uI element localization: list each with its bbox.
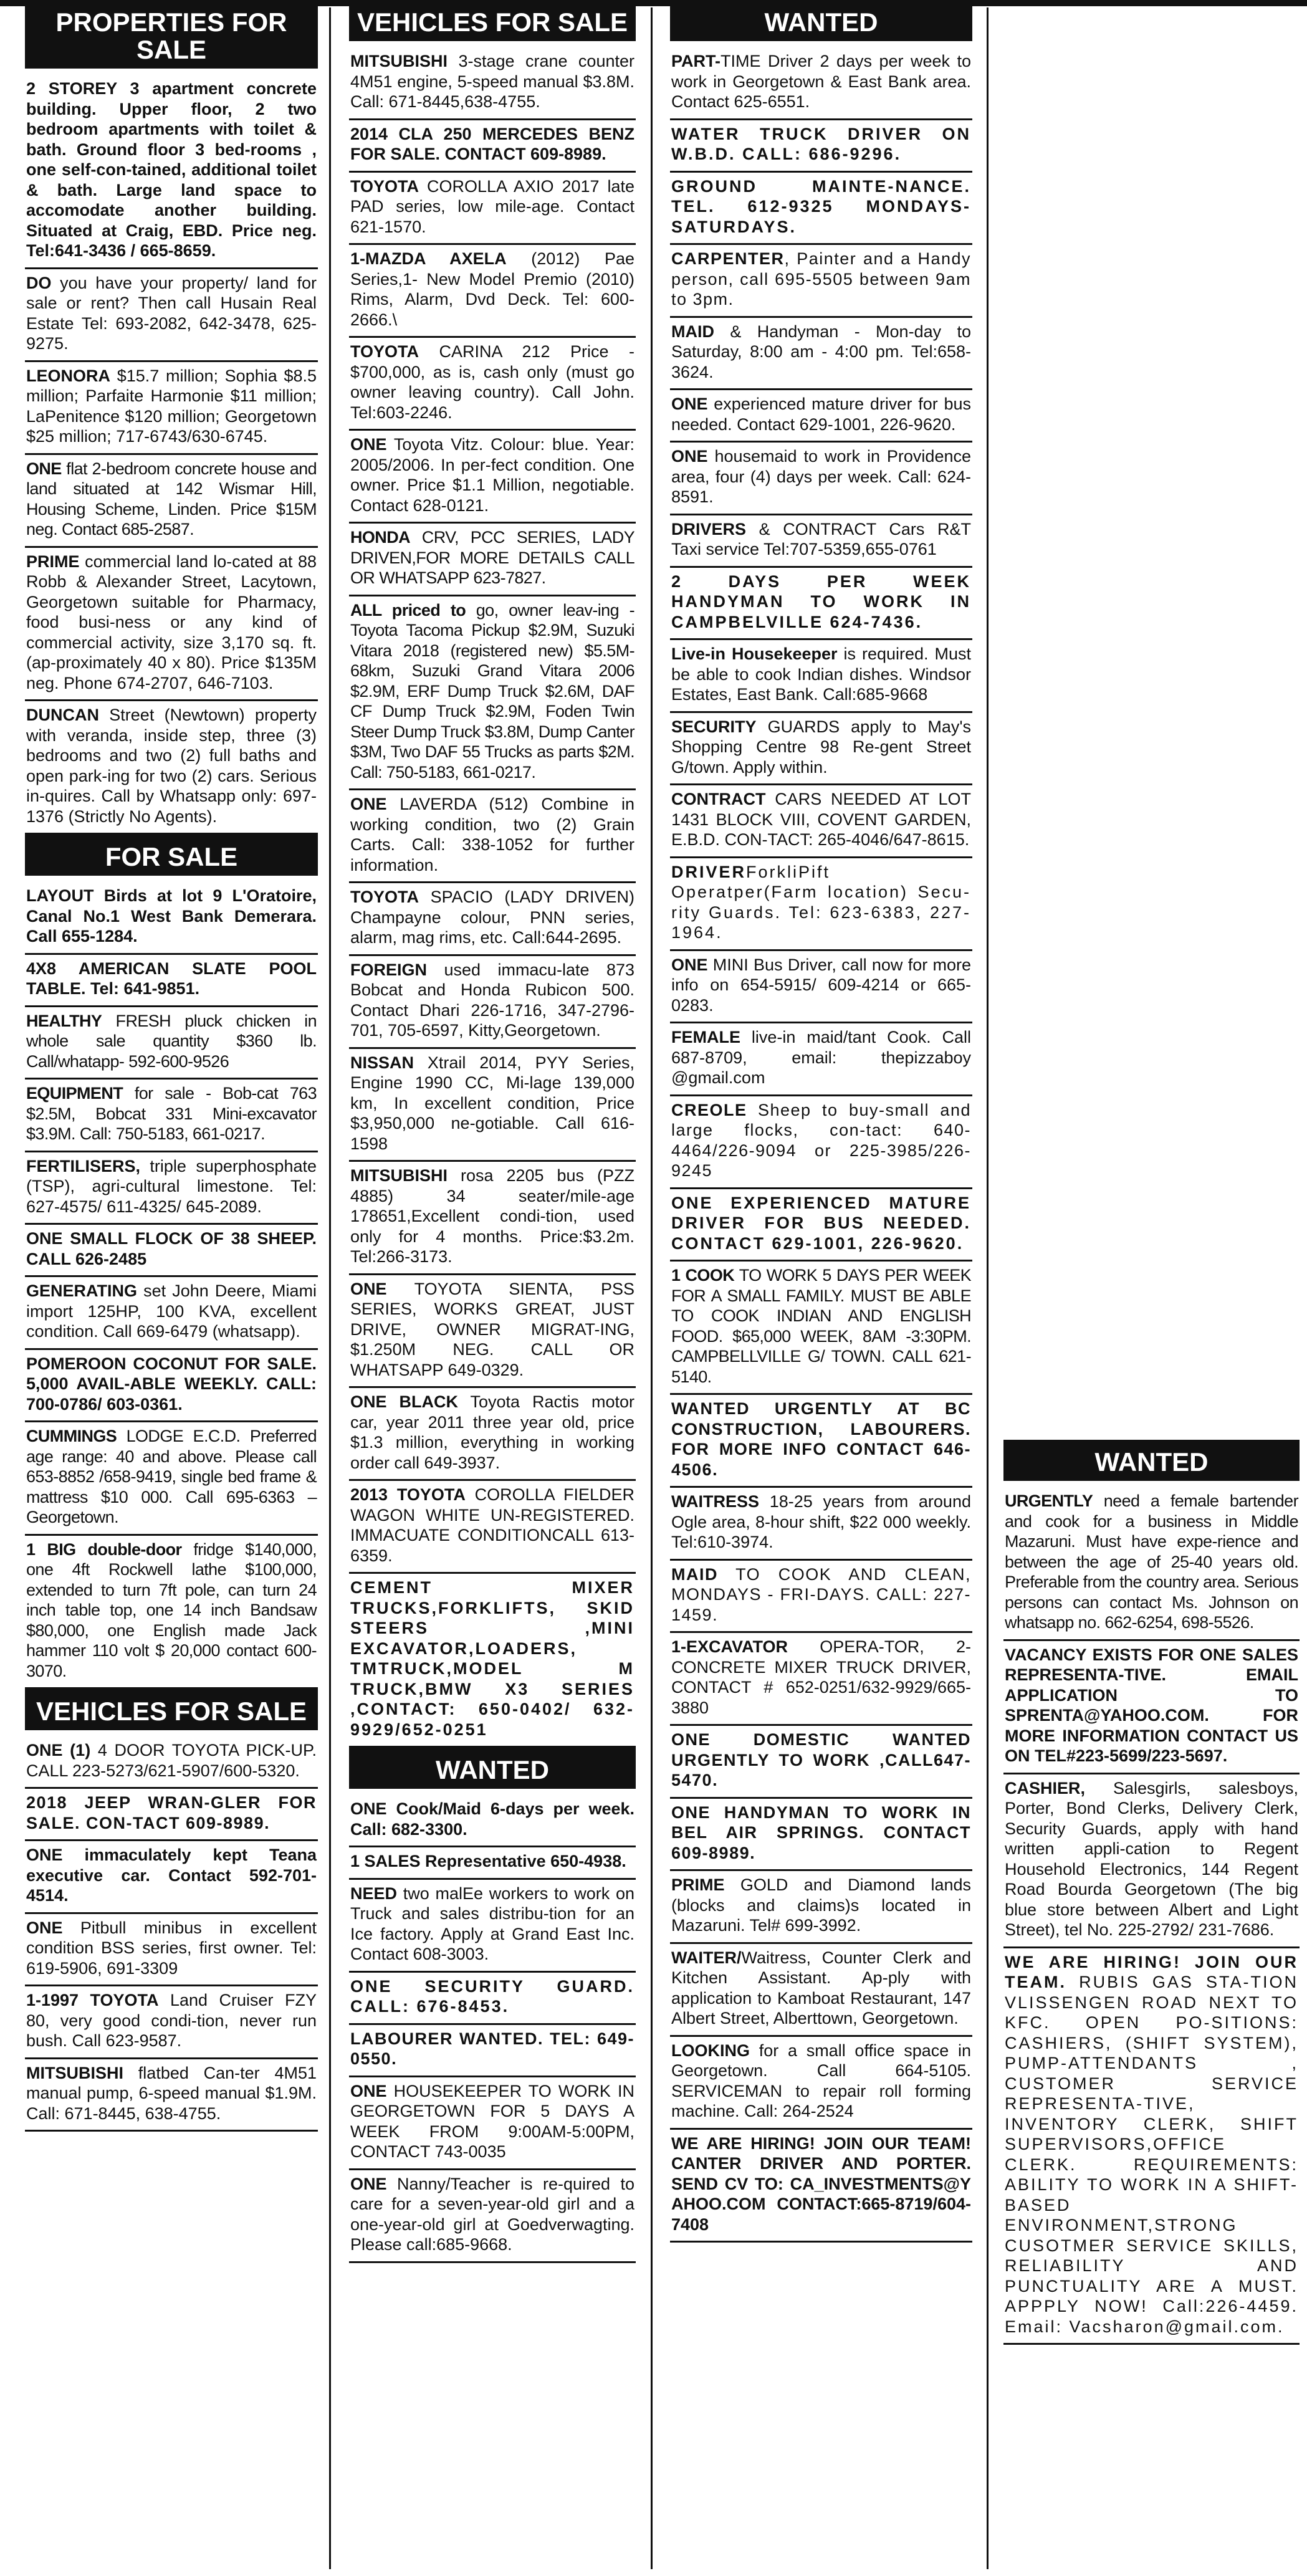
ad-lead-text: CASHIER, (1005, 1778, 1086, 1798)
ad-lead-text: ONE (671, 447, 708, 466)
ad-body-text: FRESH pluck chicken in whole sale quantity $360 lb. Call/whatapp- 592-600-9526 (26, 1011, 317, 1071)
ad-lead-text: PRIME (671, 1875, 725, 1894)
ad-body-text: ONE SMALL FLOCK OF 38 SHEEP. CALL 626-2485 (26, 1229, 317, 1268)
classified-ad (670, 2037, 972, 2130)
ad-lead-text: TOYOTA (350, 888, 419, 906)
ad-body-text: Toyota Ractis motor car, year 2011 three year old, price $1.3 million, everything in working order call 649-3937. (350, 1392, 634, 1472)
section-heading: WANTED (349, 1748, 636, 1789)
ad-body-text: GROUND MAINTE-NANCE. TEL. 612-9325 MONDAYS-SATURDAYS. (671, 176, 971, 236)
ad-lead-text: ALL priced to (350, 600, 466, 620)
classified-ad (25, 1536, 318, 1690)
ad-body-text: 2014 CLA 250 MERCEDES BENZ FOR SALE. CONTACT 609-8989. (350, 124, 634, 163)
classified-ad (1003, 1487, 1300, 1641)
ad-body-text: commercial land lo-cated at 88 Robb & Alexander Street, Lacytown, Georgetown suitable for Pharmacy, food busi-ness or any kind of commercial activity, size 3,170 sq. ft. (ap-proximately 40 x 80). Price $135M neg. Phone 674-2707, 646-7103. (26, 552, 317, 692)
ad-body-text: CARINA 212 Price - $700,000, as is, cash only (must go owner leaving country). Call John. Tel:603-2246. (350, 342, 634, 422)
column-divider (651, 7, 653, 2569)
ad-lead-text: Live-in Housekeeper (671, 644, 838, 663)
ad-lead-text: WE ARE HIRING! JOIN OUR TEAM. (1005, 1952, 1298, 1991)
classified-ad (349, 790, 636, 883)
ad-body-text: 4 DOOR TOYOTA PICK-UP. CALL 223-5273/621-5907/600-5320. (26, 1741, 317, 1780)
ad-lead-text: DUNCAN (26, 706, 99, 724)
ad-body-text: set John Deere, Miami import 125HP, 100 KVA, excellent condition. Call 669-6479 (whatsapp). (26, 1281, 317, 1341)
ad-body-text: GOLD and Diamond lands (blocks and claims)s located in Mazaruni. Tel# 699-3992. (671, 1875, 971, 1935)
ad-lead-text: MAID (671, 322, 714, 341)
classified-ad (670, 515, 972, 568)
classified-ad (670, 390, 972, 443)
ad-body-text: Waitress, Counter Clerk and Kitchen Assistant. Ap-ply with application to Kamboat Restaurant, 147 Albert Street, Alberttown, Georgetown. (671, 1948, 971, 2028)
ad-body-text: Salesgirls, salesboys, Porter, Bond Clerks, Delivery Clerk, Security Guards, apply with hand written appli-cation to Regent Household Electronics, 144 Regent Road Bourda Georgetown (The big blue store between Albert and Light Street), tel No. 225-2792/ 231-7686. (1005, 1778, 1298, 1939)
ad-lead-text: GENERATING (26, 1281, 138, 1300)
ad-body-text: 4X8 AMERICAN SLATE POOL TABLE. Tel: 641-9851. (26, 959, 317, 998)
classified-ad (25, 1841, 318, 1914)
ad-body-text: go, owner leav-ing - Toyota Tacoma Pickup $2.9M, Suzuki Vitara 2018 (registered new) $5.5M-68km, Suzuki Grand Vitara 2006 $2.9M, ERF Dump Truck $2.6M, DAF CF Dump Truck $2.9M, Foden Twin Steer Dump Truck $3.8M, Dump Canter $3M, Two DAF 55 Trucks as parts $2M. Call: 750-5183, 661-0217. (350, 600, 634, 782)
ad-lead-text: FEMALE (671, 1028, 740, 1046)
classified-ad (670, 1633, 972, 1726)
classified-ad (670, 640, 972, 713)
ad-body-text: LAYOUT Birds at lot 9 L'Oratoire, Canal No.1 West Bank Demerara. Call 655-1284. (26, 886, 317, 946)
ad-body-text: fridge $140,000, one 4ft Rockwell lathe $100,000, extended to turn 7ft pole, can turn 24 inch table top, one 14 inch Bandsaw $80,000, one English made Jack hammer 110 volt $ 20,000 contact 600-3070. (26, 1539, 317, 1680)
ad-lead-text: TOYOTA (350, 342, 419, 361)
ad-body-text: HOUSEKEEPER TO WORK IN GEORGETOWN FOR 5 DAYS A WEEK FROM 9:00AM-5:00PM, CONTACT 743-0035 (350, 2081, 634, 2161)
classified-ad (25, 1914, 318, 1987)
classified-ad (25, 1007, 318, 1080)
ad-lead-text: WAITER/ (671, 1948, 742, 1967)
ad-lead-text: MAID (671, 1564, 718, 1584)
classified-ad (349, 245, 636, 338)
ad-lead-text: LOOKING (671, 2041, 750, 2060)
classified-ad (1003, 1641, 1300, 1774)
classified-ad (349, 1481, 636, 1574)
classified-ad (349, 2170, 636, 2263)
ad-body-text: CEMENT MIXER TRUCKS,FORKLIFTS, SKID STEERS ,MINI EXCAVATOR,LOADERS, TMTRUCK,MODEL M TRUCK,BMW X3 SERIES ,CONTACT: 650-0402/ 632-9929/652-0251 (350, 1578, 634, 1739)
classified-ad (670, 568, 972, 641)
classified-ad (670, 858, 972, 951)
ad-lead-text: DRIVER (671, 862, 747, 881)
ad-lead-text: ONE (26, 459, 62, 478)
ad-body-text: two malEe workers to work on Truck and sales distribu-tion for an Ice factory. Apply at Grand East Inc. Contact 608-3003. (350, 1884, 634, 1963)
ad-body-text: , Painter and a Handy person, call 695-5505 between 9am to 3pm. (671, 249, 971, 309)
ad-lead-text: 1-EXCAVATOR (671, 1637, 788, 1656)
classified-ad (670, 2130, 972, 2243)
classified-ad (25, 1986, 318, 2059)
ad-lead-text: LEONORA (26, 366, 110, 385)
classified-ad (670, 1262, 972, 1395)
ad-lead-text: NEED (350, 1884, 398, 1903)
ad-lead-text: DO (26, 273, 52, 292)
ad-lead-text: ONE (350, 795, 387, 813)
classified-ad (349, 431, 636, 524)
ad-body-text: 2 DAYS PER WEEK HANDYMAN TO WORK IN CAMPBELVILLE 624-7436. (671, 572, 971, 631)
ad-lead-text: ONE (350, 435, 387, 454)
classified-ad (349, 1049, 636, 1162)
ad-lead-text: NISSAN (350, 1053, 414, 1072)
section-heading: WANTED (670, 0, 972, 41)
ad-body-text: for a small office space in Georgetown. Call 664-5105. SERVICEMAN to repair roll forming machine. Call: 264-2524 (671, 2041, 971, 2120)
ad-body-text: ONE EXPERIENCED MATURE DRIVER FOR BUS NEEDED. CONTACT 629-1001, 226-9620. (671, 1193, 971, 1253)
ad-body-text: MINI Bus Driver, call now for more info on 654-5915/ 609-4214 or 665-0283. (671, 955, 971, 1015)
classified-ad (25, 1277, 318, 1350)
classified-ad (25, 955, 318, 1007)
classified-ad (349, 2077, 636, 2170)
ad-body-text: experienced mature driver for bus needed. Contact 629-1001, 226-9620. (671, 395, 971, 434)
ad-lead-text: DRIVERS (671, 519, 747, 539)
ad-body-text: WATER TRUCK DRIVER ON W.B.D. CALL: 686-9296. (671, 124, 971, 163)
classified-ad (670, 173, 972, 246)
ad-body-text: CRV, PCC SERIES, LADY DRIVEN,FOR MORE DETAILS CALL OR WHATSAPP 623-7827. (350, 528, 634, 587)
ad-lead-text: MITSUBISHI (350, 1166, 448, 1185)
ad-body-text: TOYOTA SIENTA, PSS SERIES, WORKS GREAT, JUST DRIVE, OWNER MIGRAT-ING, $1.250M NEG. CALL OR WHATSAPP 649-0329. (350, 1279, 634, 1379)
ad-lead-text: 1-MAZDA AXELA (350, 249, 507, 268)
ad-body-text: flat 2-bedroom concrete house and land situated at 142 Wismar Hill, Housing Scheme, Linden. Price $15M neg. Contact 685-2587. (26, 459, 317, 539)
classified-ad (670, 785, 972, 858)
ad-body-text: housemaid to work in Providence area, four (4) days per week. Call: 624-8591. (671, 447, 971, 506)
ad-lead-text: ONE (350, 2174, 387, 2193)
blank-space (1003, 0, 1300, 1440)
column-1 (25, 0, 318, 2576)
ad-body-text: TO COOK AND CLEAN, MONDAYS - FRI-DAYS. CALL: 227-1459. (671, 1564, 971, 1624)
ad-body-text: 2 STOREY 3 apartment concrete building. Upper floor, 2 two bedroom apartments with toilet & bath. Ground floor 3 bed-rooms , one self-con-tained, additional toilet & bath. Large land space to accomodate another building. Situated at Craig, EBD. Price neg. Tel:641-3436 / 665-8659. (26, 79, 317, 260)
ad-body-text: LABOURER WANTED. TEL: 649-0550. (350, 2029, 634, 2068)
ad-lead-text: URGENTLY (1005, 1491, 1093, 1510)
classified-ad (25, 75, 318, 269)
ad-body-text: Sheep to buy-small and large flocks, con-tact: 640-4464/226-9094 or 225-3985/226-9245 (671, 1100, 971, 1180)
ad-lead-text: ONE (671, 955, 708, 974)
classified-ad (349, 1574, 636, 1748)
classified-ad (670, 318, 972, 391)
ad-lead-text: FERTILISERS, (26, 1156, 141, 1175)
ad-body-text: TIME Driver 2 days per week to work in Georgetown & East Bank area. Contact 625-6551. (671, 52, 971, 111)
ad-lead-text: CREOLE (671, 1100, 747, 1119)
classified-ad (25, 1422, 318, 1536)
classified-ad (349, 596, 636, 791)
section-heading: VEHICLES FOR SALE (349, 0, 636, 41)
ad-lead-text: PART- (671, 52, 721, 70)
ad-lead-text: 1-1997 TOYOTA (26, 1991, 159, 2009)
classified-ad (349, 1880, 636, 1973)
column-2 (349, 0, 636, 2576)
classified-ad (25, 1080, 318, 1152)
classified-ad (670, 245, 972, 318)
ad-body-text: you have your property/ land for sale or rent? Then call Husain Real Estate Tel: 693-2082, 642-3478, 625-9275. (26, 273, 317, 353)
ad-body-text: ONE DOMESTIC WANTED URGENTLY TO WORK ,CALL647-5470. (671, 1730, 971, 1789)
classified-ad (670, 951, 972, 1024)
section-heading: VEHICLES FOR SALE (25, 1689, 318, 1730)
ad-body-text: triple superphosphate (TSP), agri-cultural limestone. Tel: 627-4575/ 611-4325/ 645-2089. (26, 1156, 317, 1216)
ad-body-text: WANTED URGENTLY AT BC CONSTRUCTION, LABOURERS. FOR MORE INFO CONTACT 646-4506. (671, 1399, 971, 1479)
section-heading: FOR SALE (25, 835, 318, 876)
classified-ad (670, 443, 972, 515)
classified-ad (670, 1189, 972, 1262)
ad-lead-text: 1 COOK (671, 1266, 735, 1285)
classified-ad (349, 1162, 636, 1275)
ad-body-text: $15.7 million; Sophia $8.5 million; Parfaite Harmonie $11 million; LaPenitence $120 million; Georgetown $25 million; 717-6743/630-6745. (26, 366, 317, 446)
ad-lead-text: EQUIPMENT (26, 1084, 123, 1103)
ad-lead-text: ONE BLACK (350, 1392, 458, 1411)
ad-body-text: Street (Newtown) property with veranda, inside step, three (3) bedrooms and two (2) full baths and open park-ing for two (2) cars. Serious in-quires. Call by Whatsapp only: 697-1376 (Strictly No Agents). (26, 706, 317, 826)
ad-body-text: COROLLA FIELDER WAGON WHITE UN-REGISTERED. IMMACUATE CONDITIONCALL 613-6359. (350, 1485, 634, 1565)
classified-ad (670, 47, 972, 120)
ad-body-text: RUBIS GAS STA-TION VLISSENGEN ROAD NEXT TO KFC. OPEN PO-SITIONS: CASHIERS, (SHIFT SYSTEM), PUMP-ATTENDANTS , CUSTOMER SERVICE REPRESENTA-TIVE, INVENTORY CLERK, SHIFT SUPERVISORS,OFFICE CLERK. REQUIREMENTS: ABILITY TO WORK IN A SHIFT-BASED ENVIRONMENT,STRONG CUSOTMER SERVICE SKILLS, RELIABILITY AND PUNCTUALITY ARE A MUST. APPPLY NOW! Call:226-4459. Email: Vacsharon@gmail.com. (1005, 1973, 1298, 2336)
column-divider (987, 7, 989, 2569)
ad-body-text: POMEROON COCONUT FOR SALE. 5,000 AVAIL-ABLE WEEKLY. CALL: 700-0786/ 603-0361. (26, 1354, 317, 1414)
ad-lead-text: ONE (671, 395, 708, 413)
ad-body-text: LAVERDA (512) Combine in working condition, two (2) Grain Carts. Call: 338-1052 for further information. (350, 795, 634, 874)
ad-body-text: COROLLA AXIO 2017 late PAD series, low mile-age. Contact 621-1570. (350, 176, 634, 236)
classified-ad (349, 956, 636, 1049)
ad-body-text: & CONTRACT Cars R&T Taxi service Tel:707-5359,655-0761 (671, 519, 971, 558)
classified-ad (25, 1350, 318, 1423)
classified-ad (1003, 1774, 1300, 1948)
ad-lead-text: ONE (1) (26, 1741, 91, 1760)
ad-body-text: Xtrail 2014, PYY Series, Engine 1990 CC, Mi-lage 139,000 km, In excellent condition, Price $3,950,000 ne-gotiable. Call 616-1598 (350, 1053, 634, 1153)
ad-lead-text: CARPENTER (671, 249, 785, 268)
classified-ad (349, 338, 636, 431)
ad-lead-text: TOYOTA (350, 176, 419, 196)
classified-ad (25, 2059, 318, 2132)
ad-body-text: ONE SECURITY GUARD. CALL: 676-8453. (350, 1976, 634, 2016)
classified-ad (349, 883, 636, 956)
classified-ad (25, 1225, 318, 1277)
ad-body-text: 3-stage crane counter 4M51 engine, 5-speed manual $3.8M. Call: 671-8445,638-4755. (350, 52, 634, 111)
classified-ad (25, 882, 318, 955)
classified-ad (670, 1726, 972, 1799)
ad-body-text: TO WORK 5 DAYS PER WEEK FOR A SMALL FAMILY. MUST BE ABLE TO COOK INDIAN AND ENGLISH FOOD. $65,000 WEEK, 8AM -3:30PM. CAMPBELLVILLE G/ TOWN. CALL 621-5140. (671, 1266, 972, 1386)
ad-body-text: 18-25 years from around Ogle area, 8-hour shift, $22 000 weekly. Tel:610-3974. (671, 1492, 971, 1551)
classified-ad (349, 524, 636, 596)
classified-ad (349, 1275, 636, 1389)
classified-ad (25, 548, 318, 702)
ad-lead-text: SECURITY (671, 717, 757, 736)
ad-body-text: SPACIO (LADY DRIVEN) Champayne colour, PNN series, alarm, mag rims, etc. Call:644-2695. (350, 888, 634, 947)
ad-lead-text: FOREIGN (350, 960, 428, 979)
classified-ad (349, 120, 636, 173)
classified-ad (670, 1023, 972, 1096)
ad-body-text: WE ARE HIRING! JOIN OUR TEAM! CANTER DRIVER AND PORTER. SEND CV TO: CA_INVESTMENTS@Y AHOO.COM CONTACT:665-8719/604-7408 (671, 2133, 971, 2234)
classified-ad (670, 1395, 972, 1488)
ad-lead-text: 2013 TOYOTA (350, 1485, 466, 1504)
classified-ad (25, 1152, 318, 1225)
ad-body-text: VACANCY EXISTS FOR ONE SALES REPRESENTA-TIVE. EMAIL APPLICATION TO SPRENTA@YAHOO.COM. FOR MORE INFORMATION CONTACT US ON TEL#223-5699/223-5697. (1005, 1645, 1298, 1765)
classified-ad (349, 1973, 636, 2025)
ad-body-text: live-in maid/tant Cook. Call 687-8709, email: thepizzaboy @gmail.com (671, 1028, 971, 1087)
ad-body-text: for sale - Bob-cat 763 $2.5M, Bobcat 331 Mini-excavator $3.9M. Call: 750-5183, 661-0217. (26, 1084, 317, 1143)
ad-body-text: flatbed Can-ter 4M51 manual pump, 6-speed manual $1.9M. Call: 671-8445, 638-4755. (26, 2063, 317, 2123)
classified-ad (349, 47, 636, 120)
ad-body-text: ForkliPift Operatper(Farm location) Secu-rity Guards. Tel: 623-6383, 227-1964. (671, 862, 971, 942)
ad-body-text: rosa 2205 bus (PZZ 4885) 34 seater/mile-age 178651,Excellent condi-tion, used only for 4 months. Price:$3.2m. Tel:266-3173. (350, 1166, 634, 1266)
classified-ad (670, 1488, 972, 1561)
ad-body-text: GUARDS apply to May's Shopping Centre 98 Re-gent Street G/town. Apply within. (671, 717, 971, 777)
classified-ad (349, 173, 636, 246)
ad-lead-text: MITSUBISHI (350, 52, 448, 70)
classified-ad (670, 1799, 972, 1872)
classified-ad (670, 713, 972, 786)
classified-ad (25, 269, 318, 362)
ad-body-text: ONE immaculately kept Teana executive car. Contact 592-701-4514. (26, 1846, 317, 1905)
ad-lead-text: CUMMINGS (26, 1427, 117, 1445)
classified-ad (349, 2025, 636, 2077)
ad-lead-text: WAITRESS (671, 1492, 760, 1511)
ad-lead-text: HEALTHY (26, 1011, 102, 1030)
classified-ad (25, 1736, 318, 1789)
ad-lead-text: CONTRACT (671, 790, 766, 808)
classified-ad (670, 1096, 972, 1189)
ad-body-text: used immacu-late 873 Bobcat and Honda Rubicon 500. Contact Dhari 226-1716, 347-2796-701, 705-6597, Kitty,Georgetown. (350, 960, 634, 1040)
ad-body-text: ONE Cook/Maid 6-days per week. Call: 682-3300. (350, 1799, 634, 1839)
ad-body-text: OPERA-TOR, 2- CONCRETE MIXER TRUCK DRIVER, CONTACT # 652-0251/632-9929/665-3880 (671, 1637, 971, 1717)
classified-ad (1003, 1948, 1300, 2345)
ad-body-text: Nanny/Teacher is re-quired to care for a seven-year-old girl and a one-year-old girl at Goedverwagting. Please call:685-9668. (350, 2174, 634, 2254)
ad-body-text: is required. Must be able to cook Indian dishes. Windsor Estates, East Bank. Call:685-9668 (671, 644, 972, 704)
ad-body-text: Land Cruiser FZY 80, very good condi-tion, never run bush. Call 623-9587. (26, 1991, 317, 2050)
classified-ad (670, 1944, 972, 2037)
classified-ad (25, 455, 318, 548)
ad-body-text: Toyota Vitz. Colour: blue. Year: 2005/2006. In per-fect condition. One owner. Price $1.1 Million, negotiable. Contact 628-0121. (350, 435, 634, 515)
column-3 (670, 0, 972, 2576)
section-heading: PROPERTIES FOR SALE (25, 0, 318, 69)
ad-body-text: & Handyman - Mon-day to Saturday, 8:00 am - 4:00 pm. Tel:658-3624. (671, 322, 971, 381)
ad-lead-text: ONE (350, 2081, 387, 2100)
ad-body-text: 2018 JEEP WRAN-GLER FOR SALE. CON-TACT 609-8989. (26, 1793, 317, 1832)
ad-lead-text: ONE (26, 1918, 63, 1937)
ad-lead-text: ONE (350, 1279, 387, 1298)
ad-lead-text: HONDA (350, 528, 410, 547)
column-divider (329, 7, 331, 2569)
ad-body-text: 1 SALES Representative 650-4938. (350, 1852, 626, 1870)
classified-ad (670, 120, 972, 173)
ad-body-text: LODGE E.C.D. Preferred age range: 40 and above. Please call 653-8852 /658-9419, single bed frame & mattress $10 000. Call 695-6363 – Georgetown. (26, 1427, 317, 1526)
classified-ad (349, 1847, 636, 1880)
ad-lead-text: MITSUBISHI (26, 2063, 124, 2082)
classified-ad (349, 1388, 636, 1481)
classified-ad (349, 1795, 636, 1847)
classified-ad (670, 1561, 972, 1634)
classified-ad (25, 701, 318, 835)
ad-body-text: (2012) Pae Series,1- New Model Premio (2010) Rims, Alarm, Dvd Deck. Tel: 600-2666.\ (350, 249, 635, 329)
ad-body-text: ONE HANDYMAN TO WORK IN BEL AIR SPRINGS. CONTACT 609-8989. (671, 1803, 971, 1862)
ad-body-text: Pitbull minibus in excellent condition BSS series, first owner. Tel: 619-5906, 691-3309 (26, 1918, 317, 1978)
column-4 (1003, 0, 1300, 2576)
ad-body-text: need a female bartender and cook for a business in Middle Mazaruni. Must have expe-rience and between the age of 25-40 years old. Preferable from the country area. Serious persons can contact Ms. Johnson on whatsapp no. 662-6254, 698-5526. (1005, 1491, 1298, 1632)
ad-lead-text: 1 BIG double-door (26, 1539, 182, 1559)
classified-ad (25, 1789, 318, 1841)
ad-body-text: CARS NEEDED AT LOT 1431 BLOCK VIII, COVENT GARDEN, E.B.D. CON-TACT: 265-4046/647-8615. (671, 790, 971, 849)
section-heading: WANTED (1003, 1440, 1300, 1481)
classified-ad (25, 362, 318, 455)
classified-ad (670, 1871, 972, 1944)
ad-lead-text: PRIME (26, 552, 80, 571)
